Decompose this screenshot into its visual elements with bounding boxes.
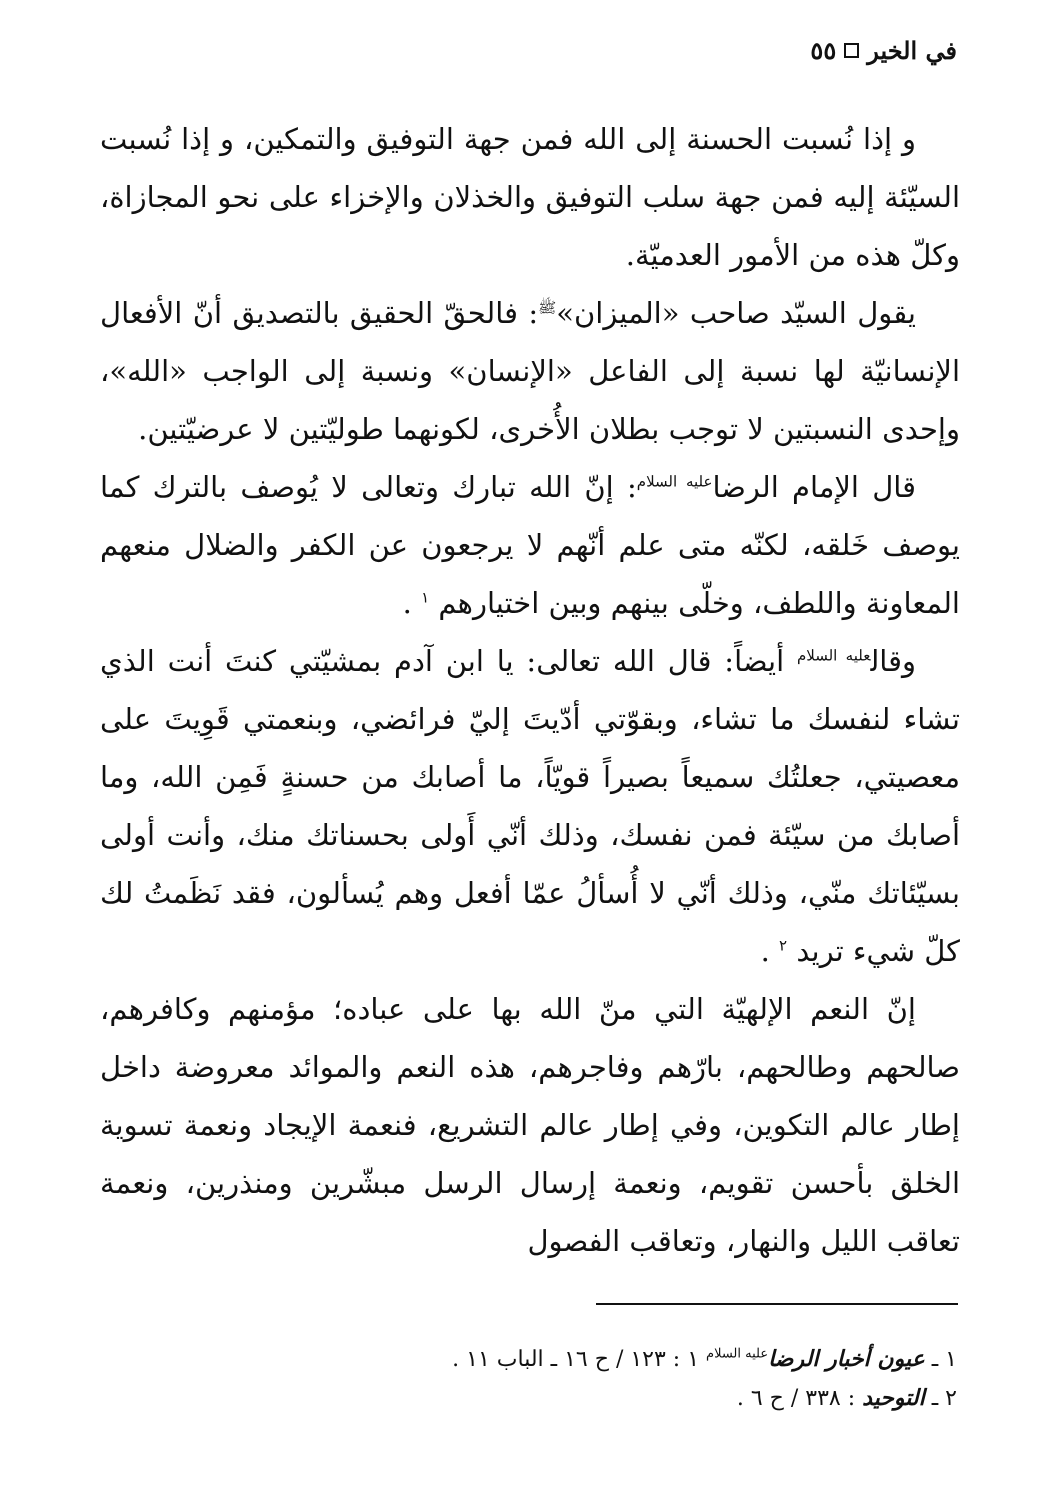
footnote-number: ١ ـ — [931, 1347, 957, 1372]
footnote-reference-text: : ٣٣٨ / ح ٦ . — [736, 1386, 863, 1411]
honorific-glyph: عليه السلام — [796, 646, 871, 665]
footnote-number: ٢ ـ — [931, 1386, 957, 1411]
paragraph: و إذا نُسبت الحسنة إلى الله فمن جهة التوفيق والتمكين، و إذا نُسبت السيّئة إليه فمن جهة سلب التوفيق والخذلان والإخزاء على نحو المجازاة، وكلّ هذه من الأمور العدميّة. — [100, 122, 960, 272]
paragraph: إنّ النعم الإلهيّة التي منّ الله بها على عباده؛ مؤمنهم وكافرهم، صالحهم وطالحهم، بارّهم وفاجرهم، هذه النعم والموائد معروضة داخل إطار عالم التكوين، وفي إطار عالم التشريع، فنعمة الإيجاد ونعمة تسوية الخلق بأحسن تقويم، ونعمة إرسال الرسل مبشّرين ومنذرين، ونعمة تعاقب الليل والنهار، وتعاقب الفصول — [100, 992, 960, 1258]
honorific-glyph: ﷺ — [538, 298, 557, 317]
main-text — [100, 110, 960, 1270]
footnote-item — [97, 1379, 957, 1418]
paragraph-text: : فالحقّ الحقيق بالتصديق أنّ الأفعال الإنسانيّة لها نسبة إلى الفاعل «الإنسان» ونسبة إلى الواجب «الله»، وإحدى النسبتين لا توجب بطلان الأُخرى، لكونهما طوليّتين لا عرضيّتين. — [100, 296, 960, 446]
paragraph-text: : إنّ الله تبارك وتعالى لا يُوصف بالترك كما يوصف خَلقه، لكنّه متى علم أنّهم لا يرجعون عن الكفر والضلال منعهم المعاونة واللطف، وخلّى بينهم وبين اختيارهم — [100, 470, 960, 620]
paragraph-end: . — [402, 586, 412, 620]
running-header — [810, 36, 957, 65]
paragraph-text: وقال — [870, 644, 917, 678]
paragraph-text: أيضاً: قال الله تعالى: يا ابن آدم بمشيّتي كنتَ أنت الذي تشاء لنفسك ما تشاء، وبقوّتي أدّيتَ إليّ فرائضي، وبنعمتي قَوِيتَ على معصيتي، جعلتُك سميعاً بصيراً قويّاً، ما أصابك من حسنةٍ فَمِن الله، وما أصابك من سيّئة فمن نفسك، وذلك أنّي أَولى بحسناتك منك، وأنت أولى بسيّئاتك منّي، وذلك أنّي لا أُسألُ عمّا أفعل وهم يُسألون، فقد نَظَمتُ لك كلّ شيء تريد — [100, 644, 960, 968]
paragraph — [100, 284, 960, 458]
footnote-reference[interactable]: ٢ — [779, 936, 788, 955]
footnote-source-title: عيون أخبار الرضا — [768, 1346, 925, 1372]
footnote-reference-text: ١ : ١٢٣ / ح ١٦ ـ الباب ١١ . — [452, 1347, 707, 1372]
paragraph-text: قال الإمام الرضا — [712, 470, 917, 504]
footnote-reference[interactable]: ١ — [421, 588, 430, 607]
honorific-glyph: عليه السلام — [706, 1346, 769, 1362]
page-number: ٥٥ — [810, 36, 837, 65]
footnotes — [97, 1340, 957, 1418]
honorific-glyph: عليه السلام — [636, 472, 713, 491]
paragraph — [100, 458, 960, 632]
paragraph-end: . — [760, 934, 770, 968]
header-box-ornament — [844, 43, 859, 58]
paragraph — [100, 632, 960, 980]
paragraph-text: يقول السيّد صاحب «الميزان» — [556, 296, 916, 330]
header-title: في الخير — [867, 36, 957, 65]
footnote-source-title: التوحيد — [862, 1385, 925, 1411]
footnote-item — [97, 1340, 957, 1379]
footnote-divider — [596, 1303, 958, 1305]
